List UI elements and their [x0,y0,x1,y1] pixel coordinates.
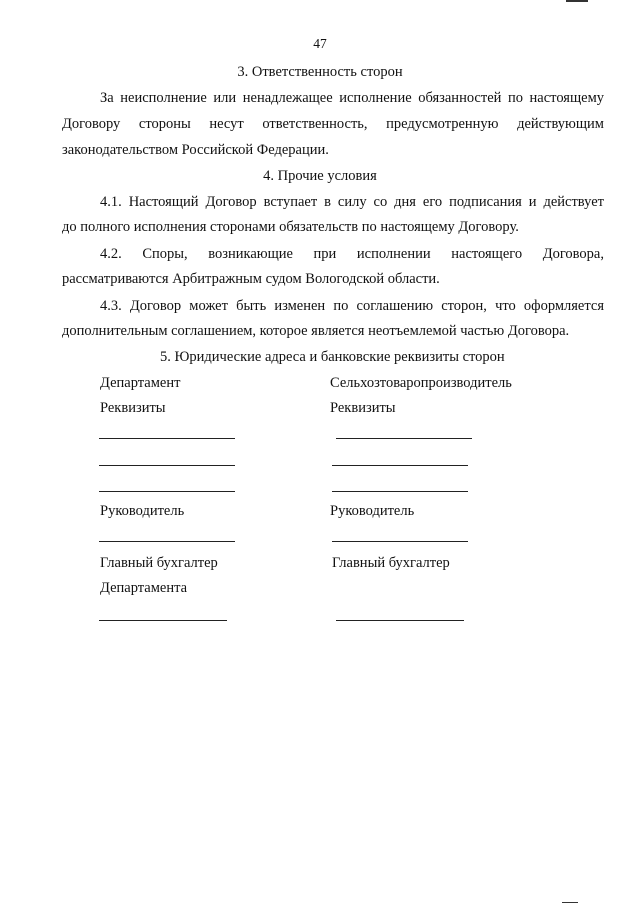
clause-4-3-line-2: дополнительным соглашением, которое является неотъемлемой частью Договора. [62,323,570,339]
left-requisites-blank-3 [99,491,235,492]
right-party-label: Сельхозтоваропроизводитель [330,375,512,391]
left-accountant-signature-line [99,620,227,621]
right-requisites-blank-2 [332,465,468,466]
right-requisites-blank-1 [336,438,472,439]
left-head-label: Руководитель [100,503,185,519]
clause-4-1-line-1: 4.1. Настоящий Договор вступает в силу со дня его подписания и действует [100,194,604,210]
left-head-signature-line [99,541,235,542]
left-accountant-suffix: Департамента [100,580,188,596]
scan-mark-bottom [562,902,578,903]
section3-heading: 3. Ответственность сторон [237,64,403,80]
right-accountant-signature-line [336,620,464,621]
section3-line-2: Договору стороны несут ответственность, предусмотренную действующим [62,116,604,132]
clause-4-3-line-1: 4.3. Договор может быть изменен по соглашению сторон, что оформляется [100,298,604,314]
section3-line-1: За неисполнение или ненадлежащее исполнение обязанностей по настоящему [100,90,604,106]
left-requisites-blank-1 [99,438,235,439]
section5-heading: 5. Юридические адреса и банковские реквизиты сторон [160,349,505,365]
scan-mark-top [566,0,588,2]
section3-line-3: законодательством Российской Федерации. [62,142,329,158]
clause-4-2-line-1: 4.2. Споры, возникающие при исполнении настоящего Договора, [100,246,604,262]
left-party-label: Департамент [100,375,181,391]
left-requisites-label: Реквизиты [100,400,166,416]
section4-heading: 4. Прочие условия [263,168,377,184]
page-number: 47 [313,36,327,51]
right-requisites-label: Реквизиты [330,400,396,416]
left-requisites-blank-2 [99,465,235,466]
clause-4-1-line-2: до полного исполнения сторонами обязательств по настоящему Договору. [62,219,519,235]
clause-4-2-line-2: рассматриваются Арбитражным судом Вологодской области. [62,271,440,287]
right-accountant-label: Главный бухгалтер [332,555,450,571]
right-requisites-blank-3 [332,491,468,492]
right-head-label: Руководитель [330,503,415,519]
left-accountant-label: Главный бухгалтер [100,555,218,571]
right-head-signature-line [332,541,468,542]
